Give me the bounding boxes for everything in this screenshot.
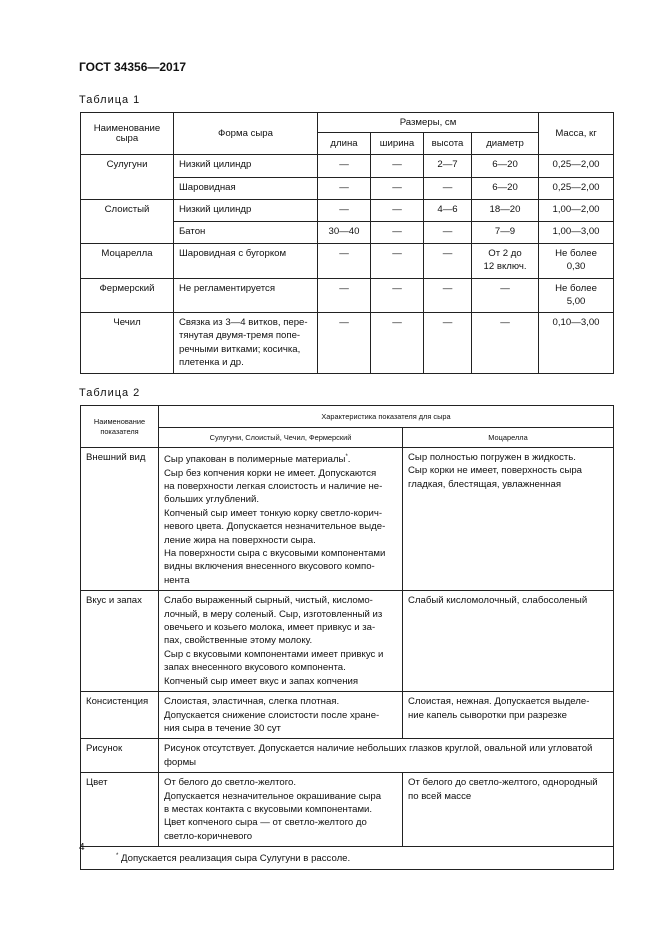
t2-header-col1: Сулугуни, Слоистый, Чечил, Фермерский xyxy=(159,428,403,448)
cell-height: 2—7 xyxy=(424,155,472,178)
cell-mass: 0,10—3,00 xyxy=(539,313,614,374)
cell-height: — xyxy=(424,279,472,313)
cell-mass: Не более 5,00 xyxy=(539,279,614,313)
table-row xyxy=(81,178,614,200)
indicator-col2: От белого до светло-желтого, однородный по всей массе xyxy=(403,773,614,847)
cheese-form: Низкий цилиндр xyxy=(174,155,318,178)
indicator-col1: От белого до светло-желтого. Допускается незначительное окрашивание сыра в местах контакта с вкусовыми компонентами. Цвет копченого сыра — от светло-желтого до светло-коричневого xyxy=(159,773,403,847)
cheese-name xyxy=(81,222,174,244)
cell-length: — xyxy=(318,279,371,313)
cell-height: — xyxy=(424,313,472,374)
t1-header-name: Наименование сыра xyxy=(81,113,174,155)
table-row xyxy=(81,244,614,279)
t1-header-sizes: Размеры, см xyxy=(318,113,539,133)
table-row xyxy=(81,155,614,178)
cell-diameter: — xyxy=(472,313,539,374)
table1-caption: Таблица 1 xyxy=(79,94,141,106)
indicator-name: Консистенция xyxy=(81,692,159,739)
cell-width: — xyxy=(371,244,424,279)
cell-diameter: 6—20 xyxy=(472,178,539,200)
cheese-name: Сулугуни xyxy=(81,155,174,178)
t1-header-mass: Масса, кг xyxy=(539,113,614,155)
indicator-name: Рисунок xyxy=(81,739,159,773)
indicator-col1: Сыр упакован в полимерные материалы*. Сыр без копчения корки не имеет. Допускаются на поверхности легкая слоистость и наличие не- больших углублений. Копченый сыр имеет тонкую корку светло-корич- невого цвета. Допускается незначительное выде- ление жира на поверхности сыра. На поверхности сыра с вкусовыми компонентами видны включения внесенного вкусового компо- нента xyxy=(159,448,403,591)
table-row xyxy=(81,222,614,244)
indicator-col2: Сыр полностью погружен в жидкость. Сыр корки не имеет, поверхность сыра гладкая, блестящая, увлажненная xyxy=(403,448,614,591)
cell-length: — xyxy=(318,178,371,200)
cell-length: — xyxy=(318,313,371,374)
cell-width: — xyxy=(371,200,424,222)
table-row xyxy=(81,773,614,847)
indicator-name: Цвет xyxy=(81,773,159,847)
cheese-name: Чечил xyxy=(81,313,174,374)
cell-height: — xyxy=(424,222,472,244)
cell-height: 4—6 xyxy=(424,200,472,222)
cell-diameter: От 2 до 12 включ. xyxy=(472,244,539,279)
t1-header-width: ширина xyxy=(371,133,424,155)
indicator-name: Вкус и запах xyxy=(81,591,159,692)
table-row xyxy=(81,313,614,374)
page-header: ГОСТ 34356—2017 xyxy=(79,60,187,74)
cell-diameter: 6—20 xyxy=(472,155,539,178)
t1-header-height: высота xyxy=(424,133,472,155)
cell-width: — xyxy=(371,222,424,244)
table-row xyxy=(81,279,614,313)
t1-header-length: длина xyxy=(318,133,371,155)
cell-mass: 1,00—3,00 xyxy=(539,222,614,244)
table-row xyxy=(81,448,614,591)
cell-diameter: 7—9 xyxy=(472,222,539,244)
indicator-col2: Слоистая, нежная. Допускается выделе- ние капель сыворотки при разрезке xyxy=(403,692,614,739)
cheese-name: Слоистый xyxy=(81,200,174,222)
table2-caption: Таблица 2 xyxy=(79,387,141,399)
cell-mass: 1,00—2,00 xyxy=(539,200,614,222)
table-row xyxy=(81,739,614,773)
table2 xyxy=(80,405,614,870)
cheese-form: Низкий цилиндр xyxy=(174,200,318,222)
table-row xyxy=(81,200,614,222)
cell-length: — xyxy=(318,200,371,222)
cell-diameter: — xyxy=(472,279,539,313)
table-row xyxy=(81,591,614,692)
cell-length: 30—40 xyxy=(318,222,371,244)
table-row xyxy=(81,692,614,739)
cell-height: — xyxy=(424,178,472,200)
cell-mass: 0,25—2,00 xyxy=(539,178,614,200)
cheese-form: Не регламентируется xyxy=(174,279,318,313)
cell-height: — xyxy=(424,244,472,279)
cell-width: — xyxy=(371,178,424,200)
cell-mass: 0,25—2,00 xyxy=(539,155,614,178)
indicator-col1: Слоистая, эластичная, слегка плотная. Допускается снижение слоистости после хране- ния сыра в течение 30 сут xyxy=(159,692,403,739)
cell-mass: Не более 0,30 xyxy=(539,244,614,279)
cell-diameter: 18—20 xyxy=(472,200,539,222)
cheese-form: Батон xyxy=(174,222,318,244)
t2-header-name: Наименование показателя xyxy=(81,406,159,448)
indicator-merged: Рисунок отсутствует. Допускается наличие небольших глазков круглой, овальной или угловатой формы xyxy=(159,739,614,773)
t1-header-form: Форма сыра xyxy=(174,113,318,155)
cell-width: — xyxy=(371,155,424,178)
cheese-form: Шаровидная xyxy=(174,178,318,200)
cell-width: — xyxy=(371,279,424,313)
indicator-col1: Слабо выраженный сырный, чистый, кисломо- лочный, в меру соленый. Сыр, изготовленный из овечьего и козьего молока, имеет привкус и за- пах, свойственные этому молоку. Сыр с вкусовыми компонентами имеет привкус и запах внесенного вкусового компонента. Копченый сыр имеет вкус и запах копчения xyxy=(159,591,403,692)
cheese-name: Фермерский xyxy=(81,279,174,313)
cheese-form: Связка из 3—4 витков, пере- тянутая двумя-тремя попе- речными витками; косичка, плетенка и др. xyxy=(174,313,318,374)
cell-length: — xyxy=(318,244,371,279)
cell-width: — xyxy=(371,313,424,374)
page-number: 4 xyxy=(79,842,85,853)
cheese-name xyxy=(81,178,174,200)
cheese-form: Шаровидная с бугорком xyxy=(174,244,318,279)
table2-footnote: * Допускается реализация сыра Сулугуни в рассоле. xyxy=(81,847,614,870)
t2-header-col2: Моцарелла xyxy=(403,428,614,448)
t1-header-diameter: диаметр xyxy=(472,133,539,155)
cell-length: — xyxy=(318,155,371,178)
indicator-name: Внешний вид xyxy=(81,448,159,591)
t2-header-characteristic: Характеристика показателя для сыра xyxy=(159,406,614,428)
indicator-col2: Слабый кисломолочный, слабосоленый xyxy=(403,591,614,692)
cheese-name: Моцарелла xyxy=(81,244,174,279)
table1 xyxy=(80,112,614,374)
